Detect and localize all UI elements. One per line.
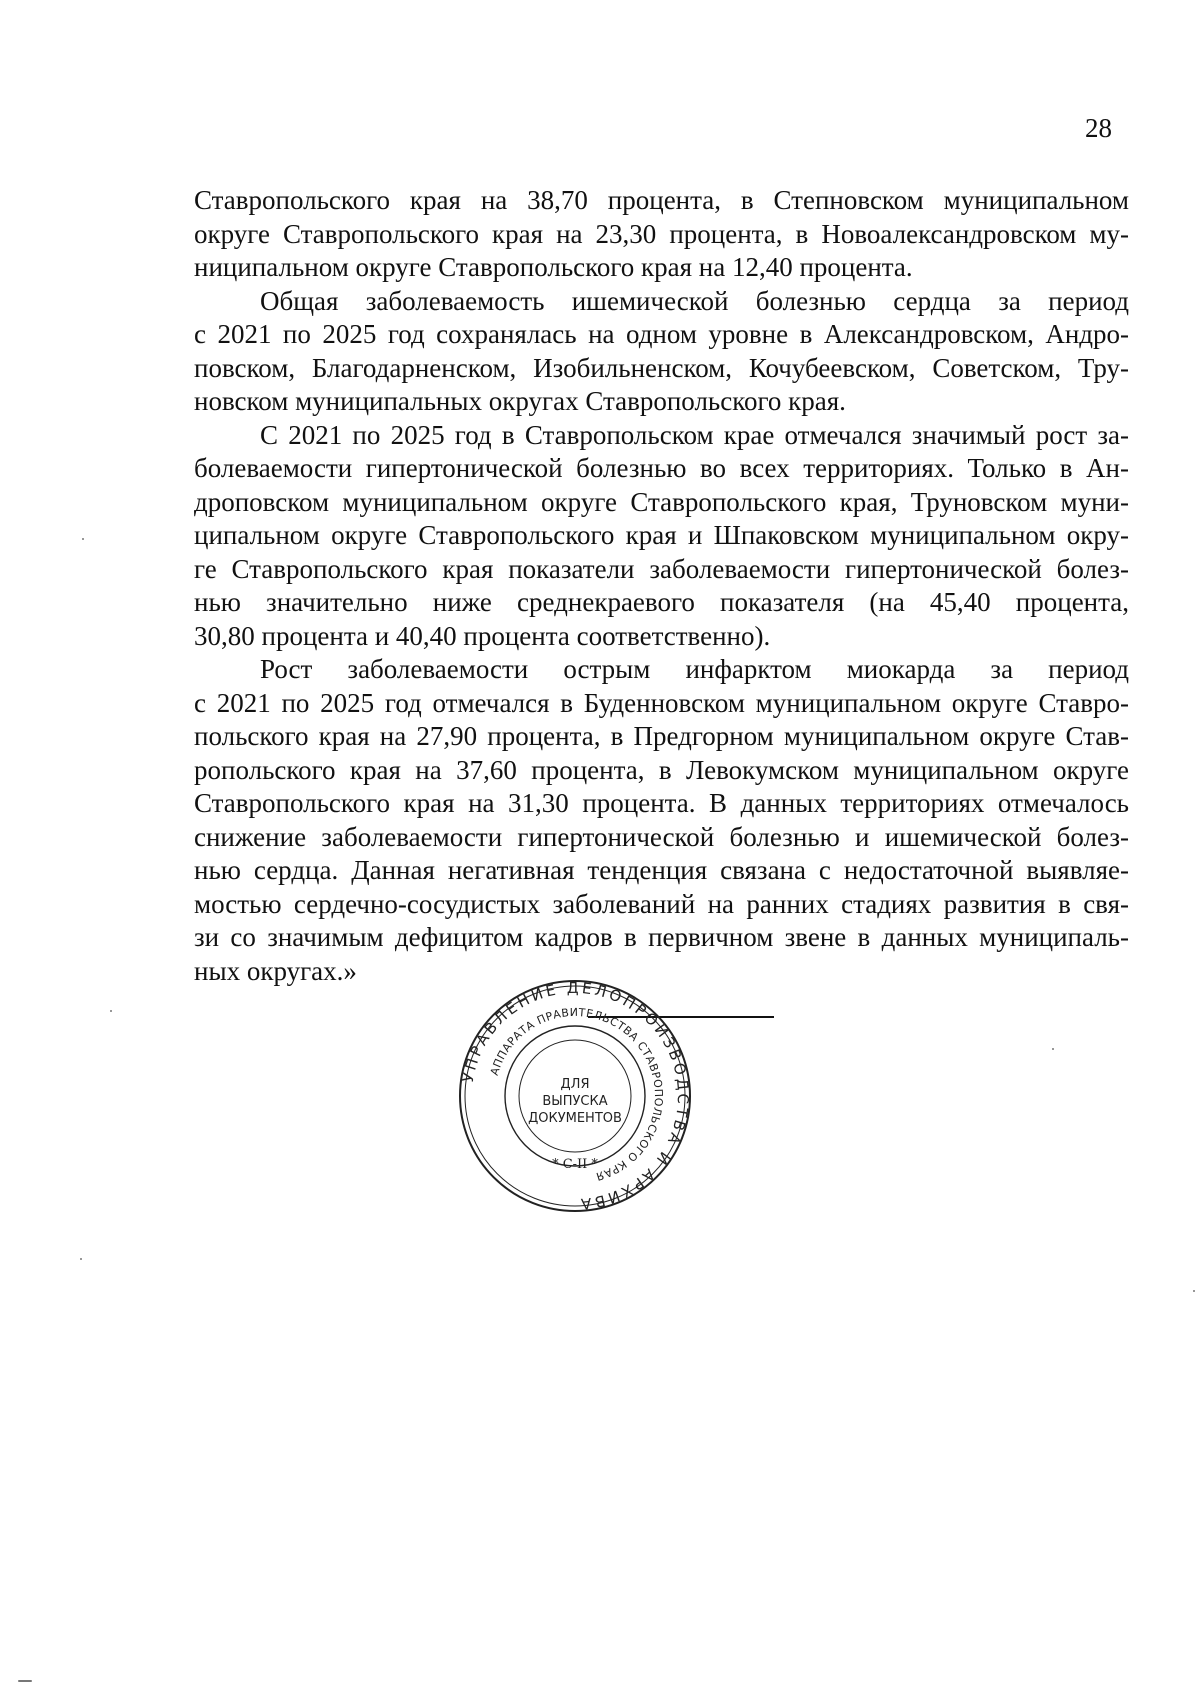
official-stamp bbox=[456, 980, 694, 1212]
stamp-center-line-1: ДЛЯ bbox=[560, 1077, 590, 1092]
text-line: ниципальном округе Ставропольского края на 12,40 процента. bbox=[194, 252, 913, 282]
text-line: мостью сердечно-сосудистых заболеваний на ранних стадиях развития в свя- bbox=[194, 888, 1129, 919]
stamp-code: * С-II * bbox=[552, 1157, 598, 1172]
text-line: зи со значимым дефицитом кадров в первичном звене в данных муниципаль- bbox=[194, 922, 1129, 952]
text-line: 30,80 процента и 40,40 процента соответственно). bbox=[194, 620, 771, 651]
text-line: с 2021 по 2025 год отмечался в Буденновском муниципальном округе Ставро- bbox=[194, 687, 1129, 718]
text-line: Ставропольского края на 31,30 процента. В данных территориях отмечалось bbox=[194, 788, 1129, 818]
scan-speck bbox=[82, 538, 84, 540]
stamp-center-line-3: ДОКУМЕНТОВ bbox=[528, 1111, 622, 1126]
scan-speck bbox=[1193, 1290, 1195, 1292]
text-line: округе Ставропольского края на 23,30 процента, в Новоалександровском му- bbox=[194, 218, 1129, 249]
text-line: ных округах.» bbox=[194, 955, 357, 986]
page-number: 28 bbox=[1085, 113, 1112, 143]
scan-speck bbox=[80, 1258, 82, 1260]
text-line: Общая заболеваемость ишемической болезнью сердца за период bbox=[260, 285, 1129, 316]
scan-speck bbox=[1052, 1048, 1054, 1050]
text-line: нью значительно ниже среднекраевого показателя (на 45,40 процента, bbox=[194, 587, 1129, 617]
scan-speck bbox=[110, 1010, 112, 1012]
text-line: дроповском муниципальном округе Ставропольского края, Труновском муни- bbox=[194, 486, 1129, 517]
text-line: с 2021 по 2025 год сохранялась на одном уровне в Александровском, Андро- bbox=[194, 319, 1129, 349]
text-line: новском муниципальных округах Ставропольского края. bbox=[194, 386, 846, 416]
text-line: нью сердца. Данная негативная тенденция связана с недостаточной выявляе- bbox=[194, 855, 1129, 885]
text-line: повском, Благодарненском, Изобильненском, Кочубеевском, Советском, Тру- bbox=[194, 352, 1129, 383]
text-line: болеваемости гипертонической болезнью во всех территориях. Только в Ан- bbox=[194, 453, 1129, 483]
stamp-center-line-2: ВЫПУСКА bbox=[542, 1094, 608, 1109]
text-line: Рост заболеваемости острым инфарктом миокарда за период bbox=[260, 654, 1129, 684]
text-line: Ставропольского края на 38,70 процента, в Степновском муниципальном bbox=[194, 185, 1129, 215]
text-line: снижение заболеваемости гипертонической болезнью и ишемической болез- bbox=[194, 821, 1129, 852]
text-line: польского края на 27,90 процента, в Предгорном муниципальном округе Став- bbox=[194, 721, 1129, 751]
text-line: С 2021 по 2025 год в Ставропольском крае отмечался значимый рост за- bbox=[260, 419, 1129, 450]
text-line: ципальном округе Ставропольского края и Шпаковском муниципальном окру- bbox=[194, 520, 1129, 550]
body-text bbox=[194, 184, 1129, 988]
scan-speck bbox=[18, 1680, 32, 1682]
text-line: ропольского края на 37,60 процента, в Левокумском муниципальном округе bbox=[194, 754, 1129, 785]
stamp-inner-text: АППАРАТА ПРАВИТЕЛЬСТВА СТАВРОПОЛЬСКОГО КРАЯ bbox=[487, 1005, 666, 1184]
stamp-outer-text: УПРАВЛЕНИЕ ДЕЛОПРОИЗВОДСТВА И АРХИВА bbox=[458, 980, 693, 1212]
text-line: ге Ставропольского края показатели заболеваемости гипертонической болез- bbox=[194, 553, 1129, 584]
